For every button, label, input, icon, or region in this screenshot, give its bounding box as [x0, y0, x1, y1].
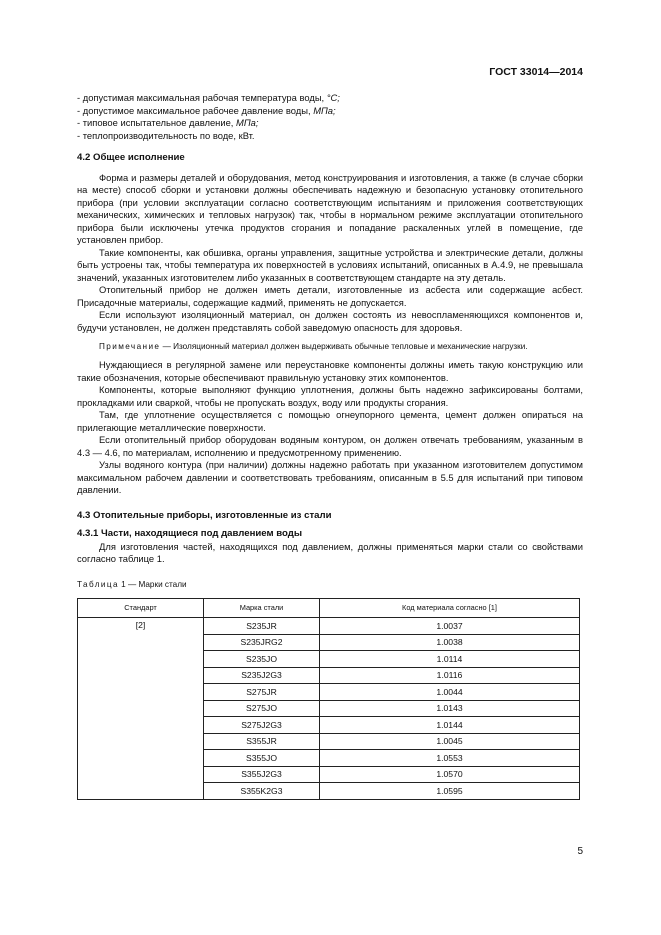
steel-grade-cell: S235JO: [204, 651, 320, 668]
list-unit: МПа;: [236, 117, 259, 128]
note-text: — Изоляционный материал должен выдерживать обычные тепловые и механические нагрузки.: [160, 342, 528, 351]
steel-grade-cell: S355JO: [204, 750, 320, 767]
steel-grades-table: [77, 598, 580, 800]
material-code-cell: 1.0570: [320, 766, 580, 783]
table-caption-title: 1 — Марки стали: [118, 579, 187, 589]
table-row: [78, 618, 580, 635]
column-header: Код материала согласно [1]: [320, 599, 580, 618]
paragraph: Компоненты, которые выполняют функцию уплотнения, должны быть надежно зафиксированы болтами, прокладками или сваркой, чтобы не пропускать воздух, воду или продукты сгорания.: [77, 384, 583, 408]
note: [77, 341, 583, 352]
paragraph: Для изготовления частей, находящихся под давлением, должны применяться марки стали со свойствами согласно таблице 1.: [77, 540, 583, 564]
steel-grade-cell: S235J2G3: [204, 667, 320, 684]
page-content: [77, 92, 583, 800]
list-unit: °C;: [326, 92, 340, 103]
note-label: Примечание: [99, 342, 161, 351]
material-code-cell: 1.0144: [320, 717, 580, 734]
paragraph: Если отопительный прибор оборудован водяным контуром, он должен отвечать требованиям, указанным в 4.3 — 4.6, по материалам, исполнению и предусмотренному применению.: [77, 434, 583, 458]
parameter-list: [77, 92, 583, 142]
material-code-cell: 1.0595: [320, 783, 580, 800]
paragraph: Нуждающиеся в регулярной замене или переустановке компоненты должны иметь такую конструкцию или такие обозначения, которые обеспечивают правильную установку этих компонентов.: [77, 359, 583, 383]
section-heading-4-3: 4.3 Отопительные приборы, изготовленные из стали: [77, 509, 332, 521]
list-item: - допустимое максимальное рабочее давление воды, МПа;: [77, 104, 336, 116]
steel-grade-cell: S355J2G3: [204, 766, 320, 783]
material-code-cell: 1.0116: [320, 667, 580, 684]
paragraph: Такие компоненты, как обшивка, органы управления, защитные устройства и электрические детали, должны быть устроены так, чтобы температура их поверхностей в условиях испытаний, описанных в А.4.9, не превышала значений, указанных изготовителем либо указанных в соответствующем стандарте на эту деталь.: [77, 246, 583, 283]
material-code-cell: 1.0143: [320, 700, 580, 717]
subsection-heading-4-3-1: 4.3.1 Части, находящиеся под давлением воды: [77, 528, 303, 539]
table-caption-label: Таблица: [77, 579, 119, 589]
material-code-cell: 1.0553: [320, 750, 580, 767]
list-item: - допустимая максимальная рабочая температура воды, °C;: [77, 92, 340, 103]
column-header: Стандарт: [78, 599, 204, 618]
table-header-row: [78, 599, 580, 618]
paragraph: Отопительный прибор не должен иметь детали, изготовленные из асбеста или содержащие асбест. Присадочные материалы, содержащие кадмий, применять не допускается.: [77, 284, 583, 308]
paragraph: Там, где уплотнение осуществляется с помощью огнеупорного цемента, цемент должен опираться на прилегающие металлические поверхности.: [77, 409, 583, 433]
paragraph: Форма и размеры деталей и оборудования, метод конструирования и изготовления, а также (в случае сборки на месте) способ сборки и установки должны обеспечивать надежную и безопасную установку отопительного прибора (при условии эксплуатации согласно соответствующим испытаниям и приложения соответствующих механических, химических и тепловых нагрузок) так, чтобы в нормальном режиме эксплуатации отопительного прибора были исключены утечка продуктов сгорания и попадание раскаленных углей в помещение, где установлен прибор.: [77, 171, 583, 245]
steel-grade-cell: S275JO: [204, 700, 320, 717]
paragraph: Узлы водяного контура (при наличии) должны надежно работать при указанном изготовителем допустимом максимальном рабочем давлении и соответствовать требованиям, описанным в 5.5 для испытаний при типовом давлении.: [77, 459, 583, 495]
material-code-cell: 1.0044: [320, 684, 580, 701]
column-header: Марка стали: [204, 599, 320, 618]
material-code-cell: 1.0114: [320, 651, 580, 668]
document-code-header: ГОСТ 33014—2014: [489, 66, 583, 78]
material-code-cell: 1.0038: [320, 634, 580, 651]
material-code-cell: 1.0045: [320, 733, 580, 750]
steel-grade-cell: S235JR: [204, 618, 320, 635]
table-caption: [77, 579, 583, 592]
steel-grade-cell: S355K2G3: [204, 783, 320, 800]
steel-grade-cell: S355JR: [204, 733, 320, 750]
list-item: - теплопроизводительность по воде, кВт.: [77, 129, 255, 141]
standard-cell: [2]: [78, 618, 204, 800]
steel-grade-cell: S275J2G3: [204, 717, 320, 734]
list-item: - типовое испытательное давление, МПа;: [77, 117, 259, 128]
steel-grade-cell: S275JR: [204, 684, 320, 701]
steel-grade-cell: S235JRG2: [204, 634, 320, 651]
material-code-cell: 1.0037: [320, 618, 580, 635]
page-number: 5: [577, 846, 583, 857]
paragraph: Если используют изоляционный материал, он должен состоять из невоспламеняющихся компонентов и, будучи установлен, не должен представлять собой заведомую опасность для здоровья.: [77, 309, 583, 333]
list-unit: МПа;: [313, 104, 336, 116]
section-heading-4-2: 4.2 Общее исполнение: [77, 152, 185, 163]
